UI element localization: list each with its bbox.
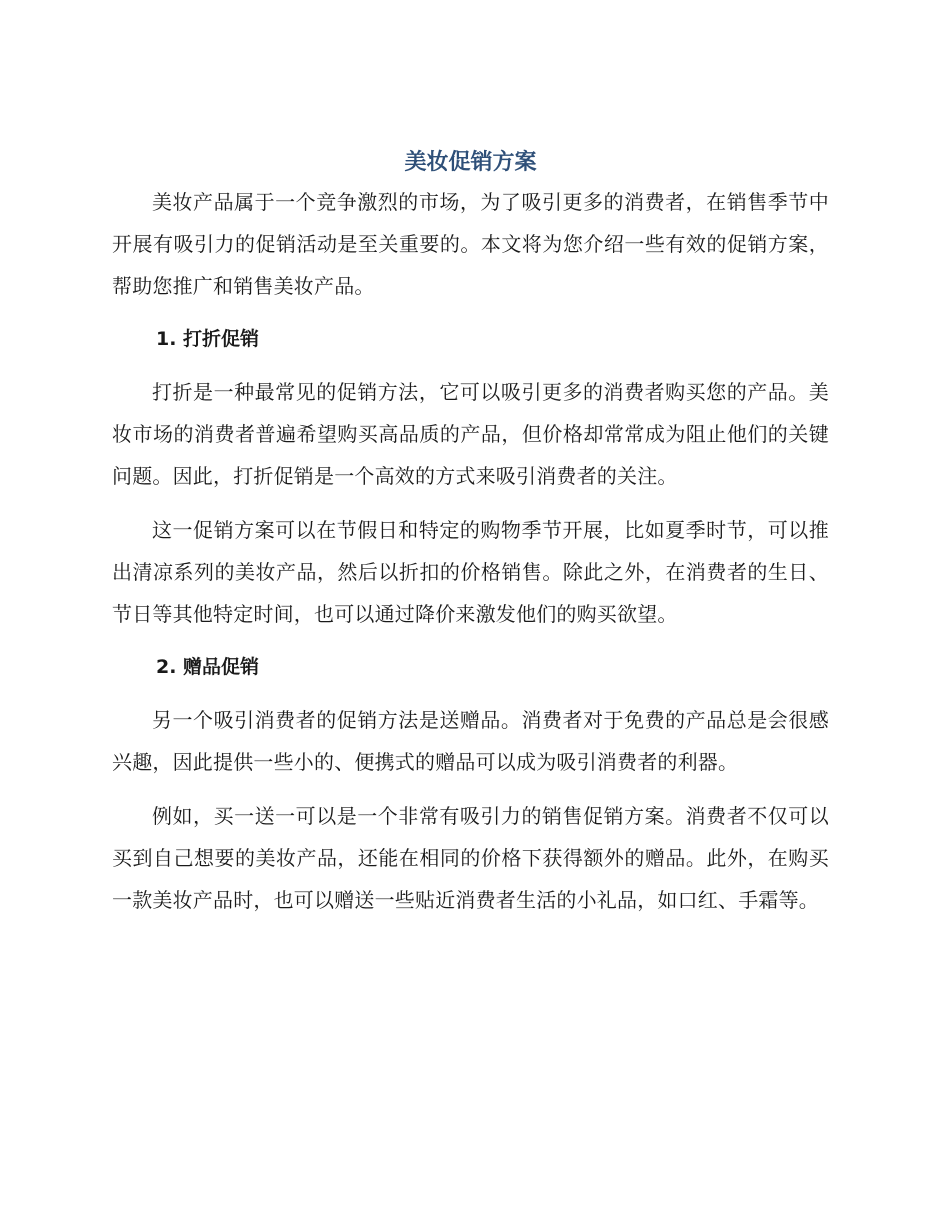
section-heading-discount: 1. 打折促销 [156,328,260,350]
intro-paragraph: 美妆产品属于一个竞争激烈的市场，为了吸引更多的消费者，在销售季节中开展有吸引力的促销活动是至关重要的。本文将为您介绍一些有效的促销方案，帮助您推广和销售美妆产品。 [112,190,829,298]
discount-paragraph-2: 这一促销方案可以在节假日和特定的购物季节开展，比如夏季时节，可以推出清凉系列的美妆产品，然后以折扣的价格销售。除此之外，在消费者的生日、节日等其他特定时间，也可以通过降价来激发他们的购买欲望。 [112,518,829,626]
document-title: 美妆促销方案 [404,150,537,175]
gift-paragraph-2: 例如，买一送一可以是一个非常有吸引力的销售促销方案。消费者不仅可以买到自己想要的美妆产品，还能在相同的价格下获得额外的赠品。此外，在购买一款美妆产品时，也可以赠送一些贴近消费者生活的小礼品，如口红、手霜等。 [112,804,829,912]
discount-paragraph-1: 打折是一种最常见的促销方法，它可以吸引更多的消费者购买您的产品。美妆市场的消费者普遍希望购买高品质的产品，但价格却常常成为阻止他们的关键问题。因此，打折促销是一个高效的方式来吸引消费者的关注。 [112,380,829,488]
section-heading-gift: 2. 赠品促销 [156,656,260,678]
gift-paragraph-1: 另一个吸引消费者的促销方法是送赠品。消费者对于免费的产品总是会很感兴趣，因此提供一些小的、便携式的赠品可以成为吸引消费者的利器。 [112,708,829,774]
